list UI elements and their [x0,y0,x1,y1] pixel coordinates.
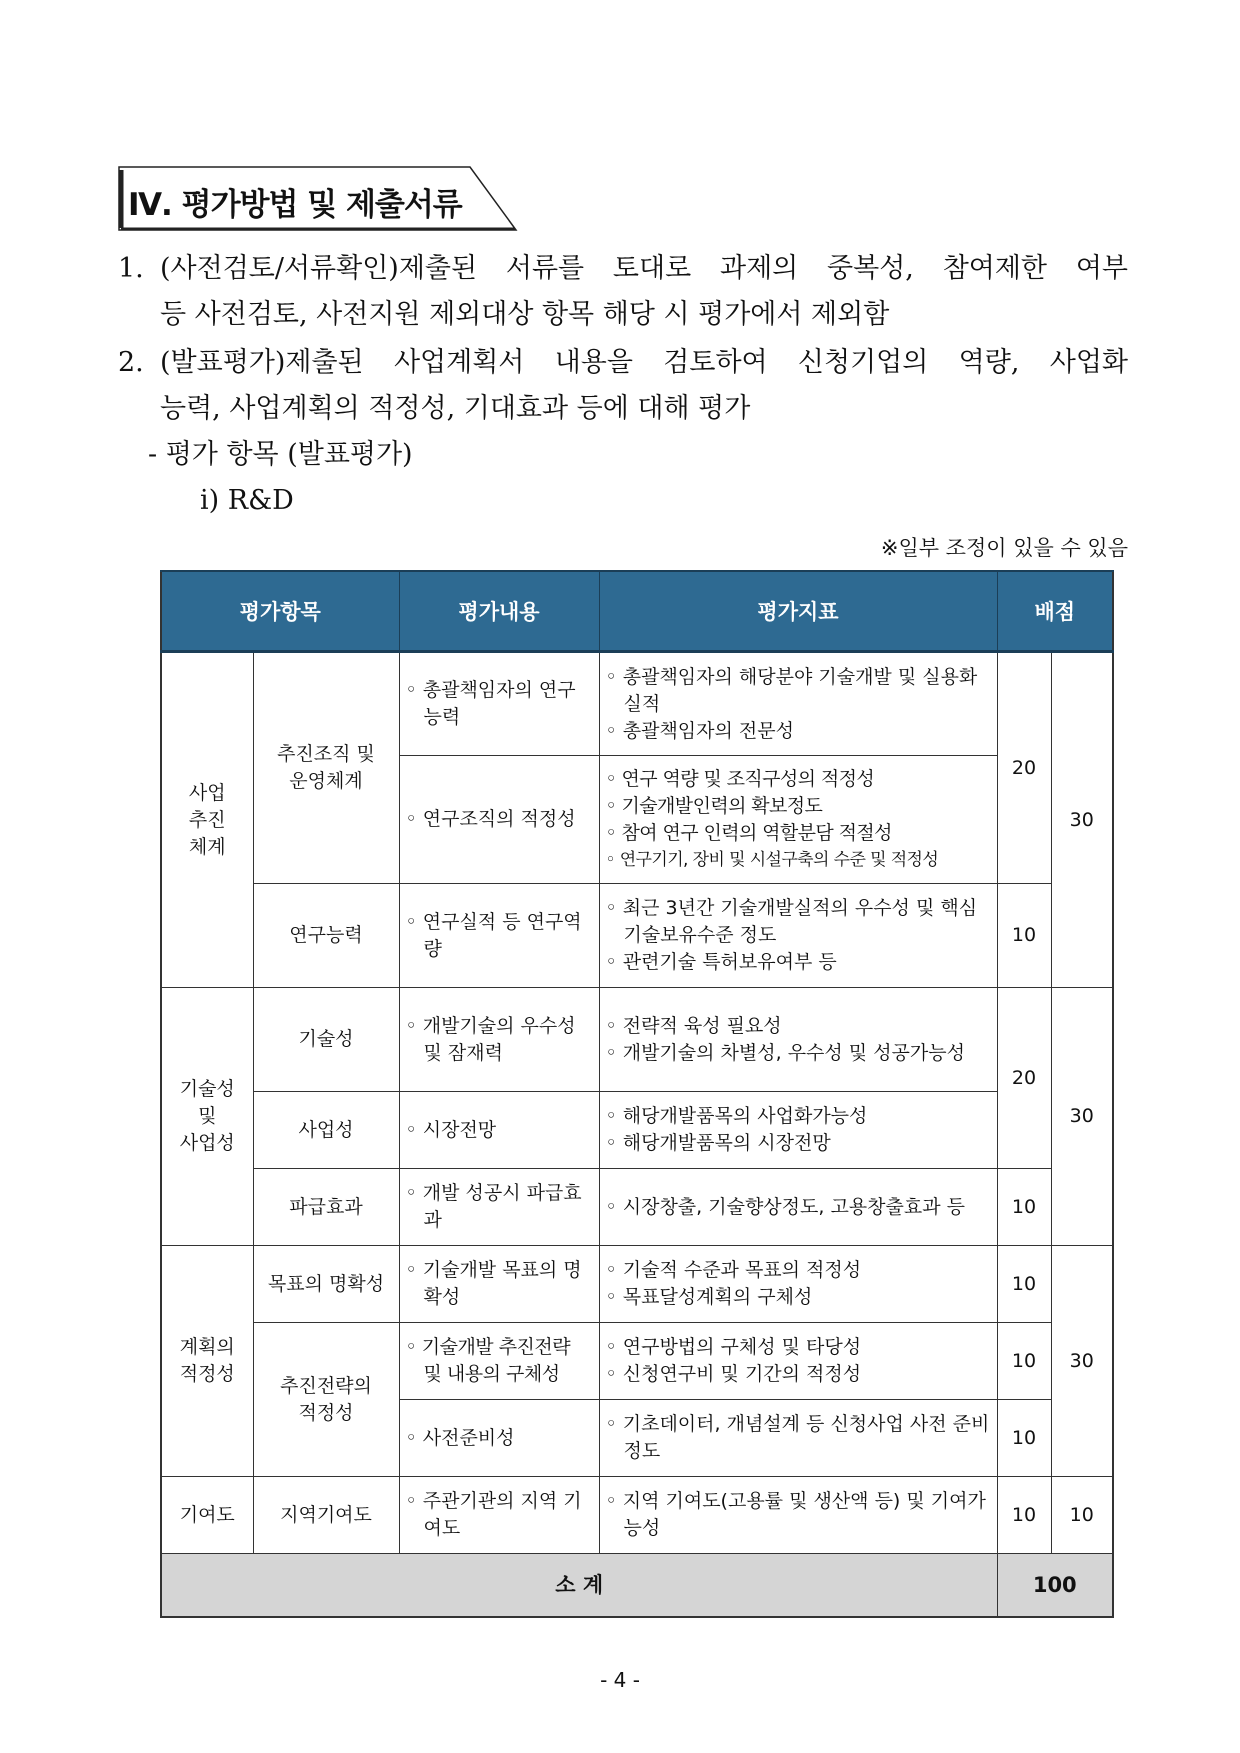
content-cell: ◦ 시장전망 [399,1092,599,1169]
paragraph-number: 1. [118,253,144,284]
adjustment-note: ※일부 조정이 있을 수 있음 [880,536,1128,560]
content-cell: ◦ 사전준비성 [399,1400,599,1477]
paragraph-line: (사전검토/서류확인)제출된 서류를 토대로 과제의 중복성, 참여제한 여부 [160,253,1128,284]
subitem-cell: 기술성 [253,988,399,1092]
header-cell: 배점 [997,571,1113,652]
table-row [161,652,1113,756]
score-cell: 10 [997,1400,1051,1477]
content-cell: ◦ 개발기술의 우수성 및 잠재력 [399,988,599,1092]
content-cell: ◦ 기술개발 목표의 명확성 [399,1246,599,1323]
total-label: 소 계 [161,1554,997,1618]
subitem-cell: 지역기여도 [253,1477,399,1554]
page-number: - 4 - [600,1668,640,1692]
content-cell: ◦ 연구실적 등 연구역량 [399,884,599,988]
header-cell: 평가내용 [399,571,599,652]
indicator-cell: ◦ 연구 역량 및 조직구성의 적정성 ◦ 기술개발인력의 확보정도 ◦ 참여 연구 인력의 역할분담 적절성 ◦ 연구기기, 장비 및 시설구축의 수준 및 적정성 [599,756,997,884]
table-row [161,1169,1113,1246]
indicator-cell: ◦ 전략적 육성 필요성 ◦ 개발기술의 차별성, 우수성 및 성공가능성 [599,988,997,1092]
header-cell: 평가항목 [161,571,399,652]
indicator-cell: ◦ 총괄책임자의 해당분야 기술개발 및 실용화실적 ◦ 총괄책임자의 전문성 [599,652,997,756]
score-cell: 10 [997,1323,1051,1400]
subitem-cell: 추진조직 및 운영체계 [253,652,399,884]
section-title: Ⅳ. 평가방법 및 제출서류 [128,187,462,223]
indicator-cell: ◦ 시장창출, 기술향상정도, 고용창출효과 등 [599,1169,997,1246]
table-row [161,988,1113,1092]
score-cell: 10 [997,1169,1051,1246]
subitem-cell: 파급효과 [253,1169,399,1246]
table-row [161,1323,1113,1400]
table-row [161,1477,1113,1554]
content-cell: ◦ 총괄책임자의 연구능력 [399,652,599,756]
content-cell: ◦ 연구조직의 적정성 [399,756,599,884]
paragraph-line: (발표평가)제출된 사업계획서 내용을 검토하여 신청기업의 역량, 사업화 [160,347,1128,378]
indicator-cell: ◦ 연구방법의 구체성 및 타당성 ◦ 신청연구비 및 기간의 적정성 [599,1323,997,1400]
paragraph-line: 등 사전검토, 사전지원 제외대상 항목 해당 시 평가에서 제외함 [160,299,890,330]
header-cell: 평가지표 [599,571,997,652]
dash-item: - 평가 항목 (발표평가) [148,439,413,470]
content-cell: ◦ 주관기관의 지역 기여도 [399,1477,599,1554]
indicator-cell: ◦ 기술적 수준과 목표의 적정성 ◦ 목표달성계획의 구체성 [599,1246,997,1323]
total-value: 100 [997,1554,1113,1618]
indicator-cell: ◦ 기초데이터, 개념설계 등 신청사업 사전 준비정도 [599,1400,997,1477]
group-cell: 기술성 및 사업성 [161,988,253,1246]
content-cell: ◦ 개발 성공시 파급효과 [399,1169,599,1246]
group-cell: 기여도 [161,1477,253,1554]
table-row [161,1246,1113,1323]
paragraph-line: 능력, 사업계획의 적정성, 기대효과 등에 대해 평가 [160,393,751,424]
indicator-cell: ◦ 지역 기여도(고용률 및 생산액 등) 및 기여가능성 [599,1477,997,1554]
paragraph-number: 2. [118,347,144,378]
subitem-cell: 목표의 명확성 [253,1246,399,1323]
subtotal-cell: 10 [1051,1477,1113,1554]
score-cell: 10 [997,1246,1051,1323]
paragraph-1 [118,246,1128,338]
score-cell: 20 [997,988,1051,1169]
score-cell: 10 [997,1477,1051,1554]
evaluation-table [160,570,1114,1618]
score-cell: 10 [997,884,1051,988]
content-cell: ◦ 기술개발 추진전략 및 내용의 구체성 [399,1323,599,1400]
table-header-row [161,571,1113,652]
sub-item: ⅰ) R&D [200,485,294,516]
subtotal-cell: 30 [1051,1246,1113,1477]
indicator-cell: ◦ 해당개발품목의 사업화가능성 ◦ 해당개발품목의 시장전망 [599,1092,997,1169]
indicator-cell: ◦ 최근 3년간 기술개발실적의 우수성 및 핵심기술보유수준 정도 ◦ 관련기술 특허보유여부 등 [599,884,997,988]
group-cell: 계획의 적정성 [161,1246,253,1477]
subtotal-cell: 30 [1051,988,1113,1246]
subitem-cell: 사업성 [253,1092,399,1169]
table-row [161,1092,1113,1169]
subitem-cell: 추진전략의 적정성 [253,1323,399,1477]
subitem-cell: 연구능력 [253,884,399,988]
paragraph-2 [118,340,1128,432]
subtotal-cell: 30 [1051,652,1113,988]
group-cell: 사업 추진 체계 [161,652,253,988]
score-cell: 20 [997,652,1051,884]
total-row [161,1554,1113,1618]
table-row [161,884,1113,988]
section-heading [118,166,518,232]
